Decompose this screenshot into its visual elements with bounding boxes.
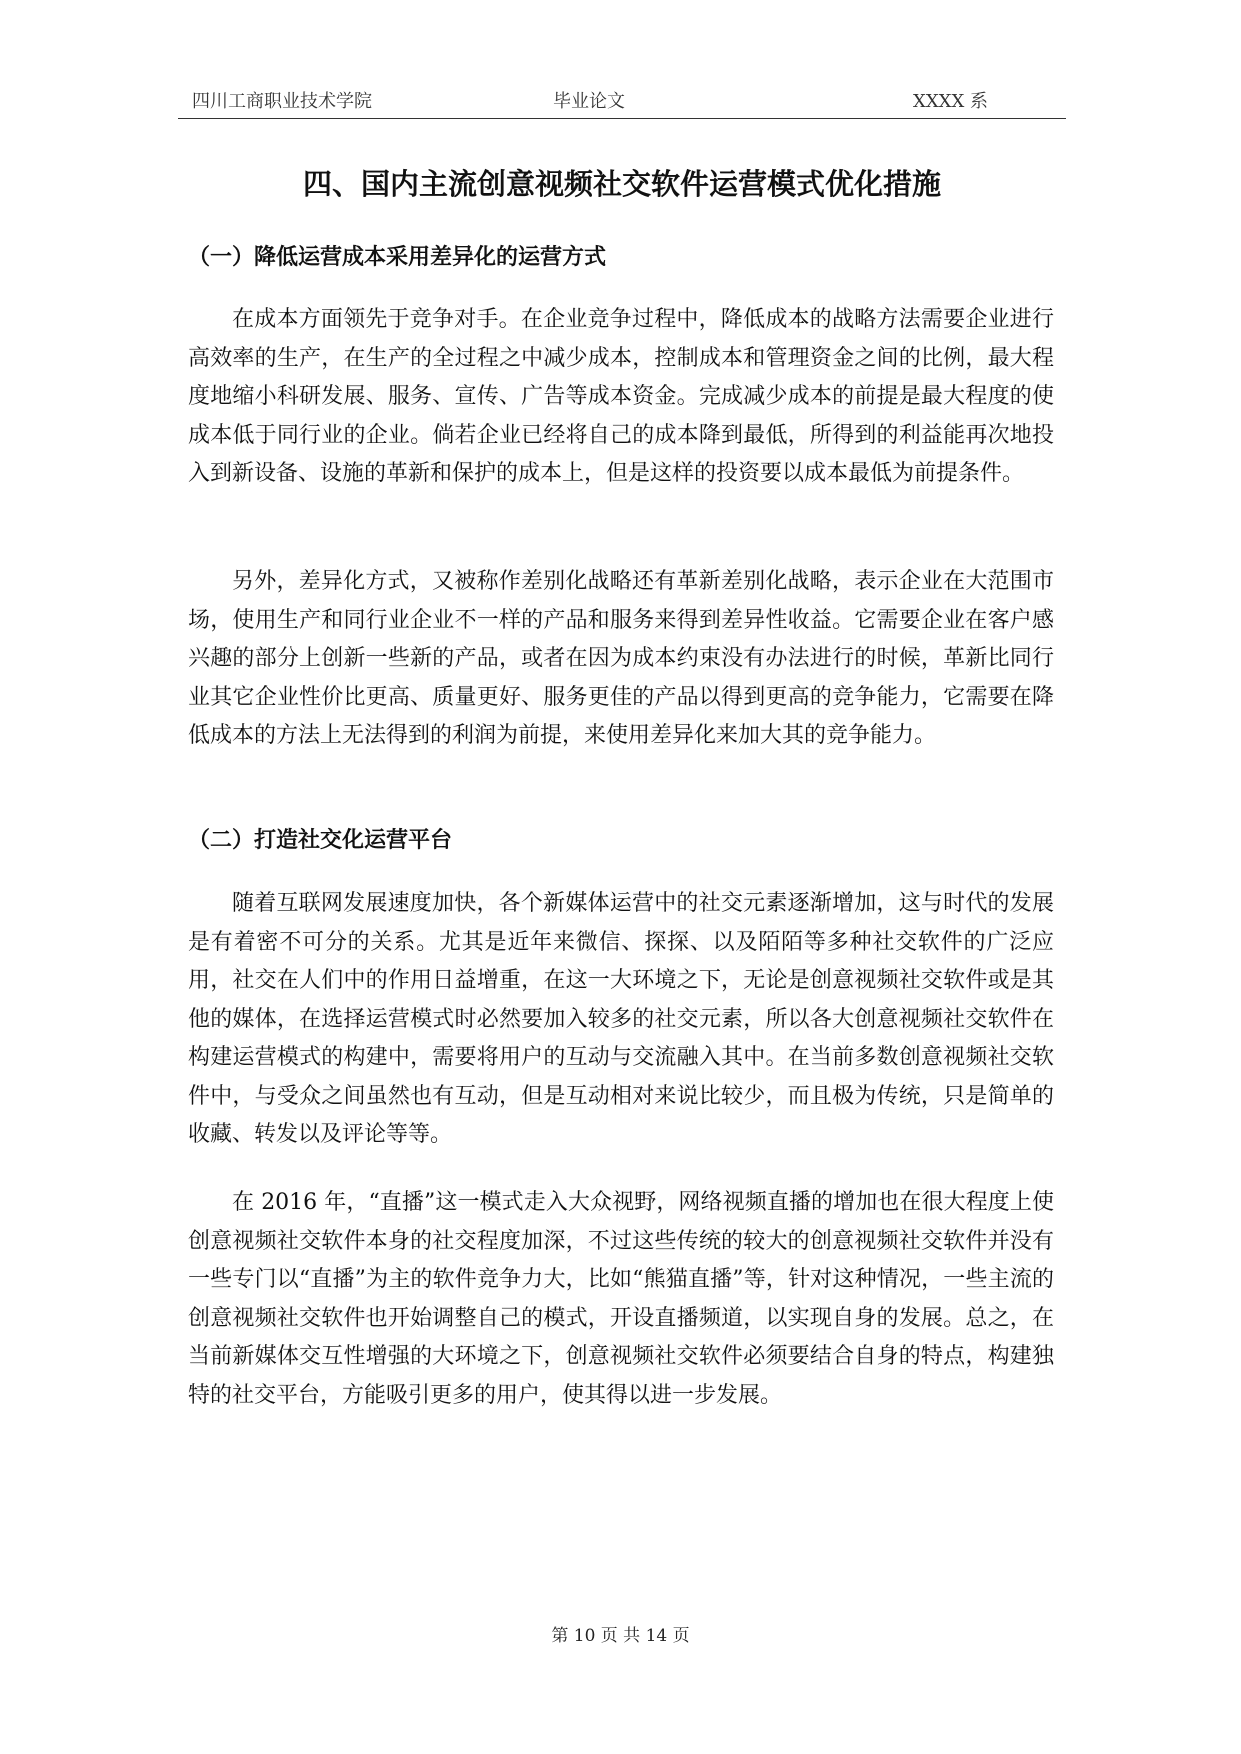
page-header bbox=[178, 90, 1066, 119]
paragraph: 另外，差异化方式，又被称作差别化战略还有革新差别化战略，表示企业在大范围市场，使用生产和同行业企业不一样的产品和服务来得到差异性收益。它需要企业在客户感兴趣的部分上创新一些新的产品，或者在因为成本约束没有办法进行的时候，革新比同行业其它企业性价比更高、质量更好、服务更佳的产品以得到更高的竞争能力，它需要在降低成本的方法上无法得到的利润为前提，来使用差异化来加大其的竞争能力。 bbox=[188, 569, 1054, 748]
header-institution: 四川工商职业技术学院 bbox=[192, 91, 372, 112]
paragraph: 在成本方面领先于竞争对手。在企业竞争过程中，降低成本的战略方法需要企业进行高效率的生产，在生产的全过程之中减少成本，控制成本和管理资金之间的比例，最大程度地缩小科研发展、服务、宣传、广告等成本资金。完成减少成本的前提是最大程度的使成本低于同行业的企业。倘若企业已经将自己的成本降到最低，所得到的利益能再次地投入到新设备、设施的革新和保护的成本上，但是这样的投资要以成本最低为前提条件。 bbox=[188, 307, 1054, 486]
section-heading-1: （一）降低运营成本采用差异化的运营方式 bbox=[188, 245, 607, 270]
header-department: XXXX 系 bbox=[913, 91, 988, 112]
section-heading-2: （二）打造社交化运营平台 bbox=[188, 828, 453, 853]
header-doc-type: 毕业论文 bbox=[553, 91, 625, 112]
paragraph: 随着互联网发展速度加快，各个新媒体运营中的社交元素逐渐增加，这与时代的发展是有着密不可分的关系。尤其是近年来微信、探探、以及陌陌等多种社交软件的广泛应用，社交在人们中的作用日益增重，在这一大环境之下，无论是创意视频社交软件或是其他的媒体，在选择运营模式时必然要加入较多的社交元素，所以各大创意视频社交软件在构建运营模式的构建中，需要将用户的互动与交流融入其中。在当前多数创意视频社交软件中，与受众之间虽然也有互动，但是互动相对来说比较少，而且极为传统，只是简单的收藏、转发以及评论等等。 bbox=[188, 891, 1054, 1147]
page-number: 第 10 页 共 14 页 bbox=[551, 1626, 690, 1646]
chapter-title: 四、国内主流创意视频社交软件运营模式优化措施 bbox=[302, 167, 941, 201]
paragraph: 在 2016 年，“直播”这一模式走入大众视野，网络视频直播的增加也在很大程度上使创意视频社交软件本身的社交程度加深，不过这些传统的较大的创意视频社交软件并没有一些专门以“直播”为主的软件竞争力大，比如“熊猫直播”等，针对这种情况，一些主流的创意视频社交软件也开始调整自己的模式，开设直播频道，以实现自身的发展。总之，在当前新媒体交互性增强的大环境之下，创意视频社交软件必须要结合自身的特点，构建独特的社交平台，方能吸引更多的用户，使其得以进一步发展。 bbox=[188, 1190, 1054, 1408]
